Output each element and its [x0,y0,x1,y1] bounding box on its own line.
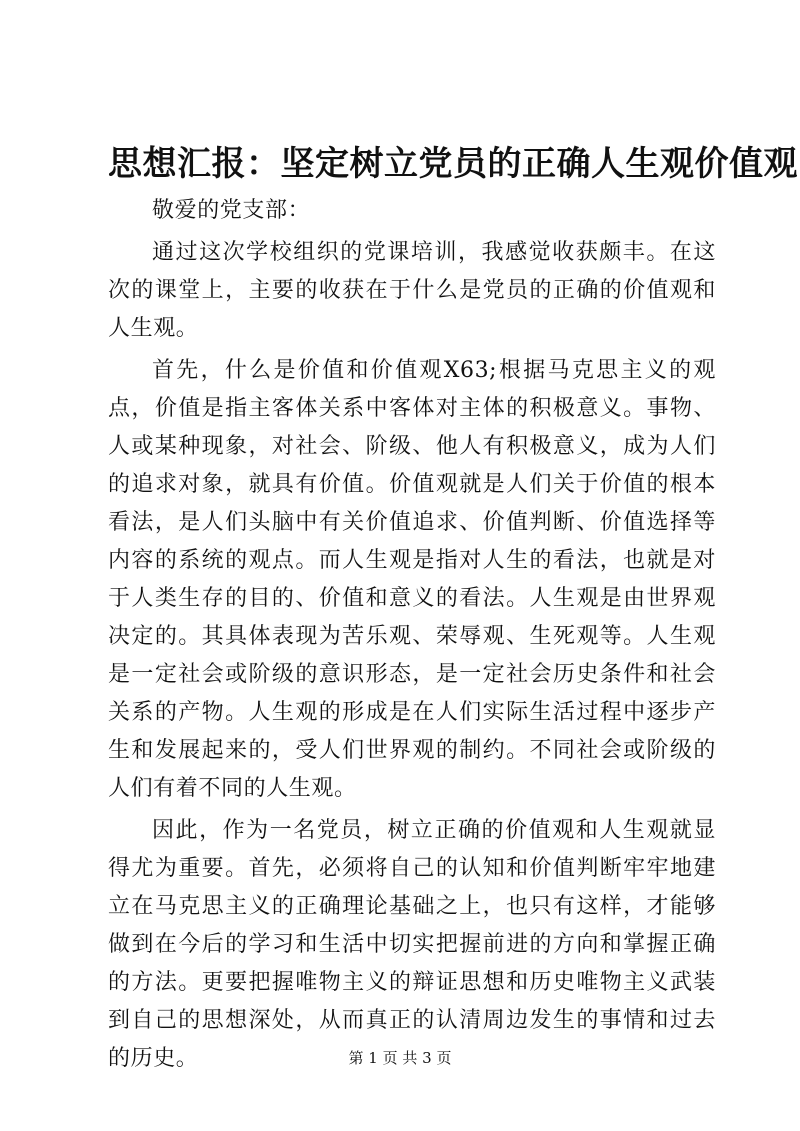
paragraph-conclusion: 因此，作为一名党员，树立正确的价值观和人生观就显得尤为重要。首先，必须将自己的认知和价值判断牢牢地建立在马克思主义的正确理论基础之上，也只有这样，才能够做到在今后的学习和生活中切实把握前进的方向和掌握正确的方法。更要把握唯物主义的辩证思想和历史唯物主义武装到自己的思想深处，从而真正的认清周边发生的事情和过去的历史。 [108,818,716,1071]
document-title: 思想汇报：坚定树立党员的正确人生观价值观 [108,144,798,184]
page-footer: 第 1 页 共 3 页 [348,1049,452,1067]
document-body [108,192,716,1082]
paragraph-intro: 通过这次学校组织的党课培训，我感觉收获颇丰。在这次的课堂上，主要的收获在于什么是党员的正确的价值观和人生观。 [108,240,716,341]
salutation: 敬爱的党支部： [152,198,311,223]
paragraph-definitions: 首先，什么是价值和价值观X63;根据马克思主义的观点，价值是指主客体关系中客体对主体的积极意义。事物、人或某种现象，对社会、阶级、他人有积极意义，成为人们的追求对象，就具有价值。价值观就是人们关于价值的根本看法，是人们头脑中有关价值追求、价值判断、价值选择等内容的系统的观点。而人生观是指对人生的看法，也就是对于人类生存的目的、价值和意义的看法。人生观是由世界观决定的。其具体表现为苦乐观、荣辱观、生死观等。人生观是一定社会或阶级的意识形态，是一定社会历史条件和社会关系的产物。人生观的形成是在人们实际生活过程中逐步产生和发展起来的，受人们世界观的制约。不同社会或阶级的人们有着不同的人生观。 [108,358,716,801]
